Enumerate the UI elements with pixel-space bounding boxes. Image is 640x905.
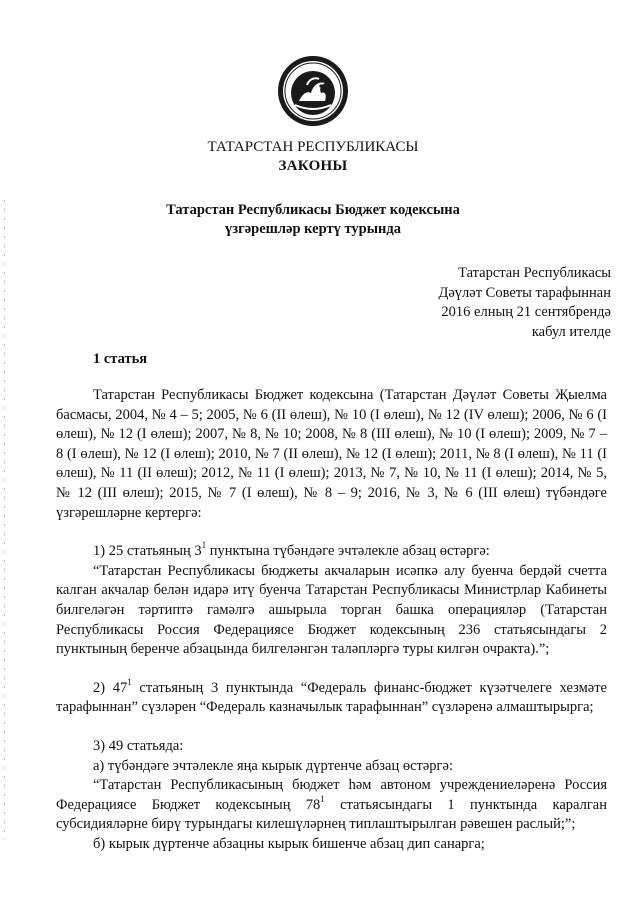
document-type: ЗАКОНЫ	[278, 158, 348, 174]
article-body	[56, 386, 607, 854]
adoption-line: кабул ителде	[531, 323, 611, 340]
intro-paragraph: Татарстан Республикасы Бюджет кодексына (Татарстан Дәүләт Советы Җыелма басмасы, 2004, № 4 – 5; 2005, № 6 (II өлеш), № 10 (I өлеш), № 12 (IV өлеш); 2006, № 6 (I өлеш), № 12 (I өлеш); 2007, № 8, № 10; 2008, № 8 (III өлеш), № 10 (I өлеш); 2009, № 7 – 8 (I өлеш), № 12 (I өлеш); 2010, № 7 (II өлеш), № 12 (I өлеш); 2011, № 8 (I өлеш), № 11 (I өлеш), № 11 (II өлеш); 2012, № 11 (I өлеш); 2013, № 7, № 10, № 11 (I өлеш); 2014, № 5, № 12 (III өлеш); 2015, № 7 (I өлеш), № 8 – 9; 2016, № 3, № 6 (III өлеш) түбәндәге үзгәрешләрне кертергә:	[56, 387, 607, 521]
amendment-item-1: 1) 25 статьяның $3^1$ пунктына түбәндәге эчтәлекле абзац өстәргә:	[93, 540, 490, 560]
scan-margin-marks	[4, 200, 5, 840]
quoted-text-1: “Татарстан Республикасы бюджеты акчаларын исәпкә алу буенча бердәй счетта калган акчалар белән идарә итү буенча Татарстан Республикасы Министрлар Кабинеты билгеләгән тәртиптә гамәлгә ашырыла торган башка операцияләр (Татарстан Республикасы Россия Федерациясе Бюджет кодексының 236 статьясындагы 2 пунктының беренче абзацында билгеләнгән таләпләргә туры килгән очракта).”;	[56, 562, 607, 658]
article-title: 1 статья	[93, 351, 148, 367]
amendment-item-3: 3) 49 статьяда:	[93, 737, 184, 754]
sub-item-a: а) түбәндәге эчтәлекле яңа кырык дүртенче абзац өстәргә:	[93, 757, 453, 774]
amendment-item-2: 2) $47^1$ статьяның 3 пунктында “Федераль финанс-бюджет күзәтчелеге хезмәте тарафыннан” сүзләрен “Федераль казначылык тарафыннан” сүзләренә алмаштырырга;	[56, 676, 607, 716]
law-subject	[0, 201, 626, 239]
sub-item-b: б) кырык дүртенче абзацны кырык бишенче абзац дип санарга;	[93, 835, 485, 852]
adoption-line: 2016 елның 21 сентябрендә	[441, 304, 611, 320]
adoption-line: Татарстан Республикасы	[458, 265, 611, 281]
subject-line-2: үзгәрешләр кертү турында	[225, 221, 401, 237]
republic-name: ТАТАРСТАН РЕСПУБЛИКАСЫ	[207, 139, 419, 155]
subject-line-1: Татарстан Республикасы Бюджет кодексына	[166, 202, 460, 218]
quoted-text-2: “Татарстан Республикасының бюджет һәм автоном учреждениеләренә Россия Федерациясе Бюджет кодексының $78^1$ статьясындагы 1 пунктында каралган субсидияләрне бирү турындагы килешүләрнең типлаштырылган рәвешен раслый;”;	[56, 777, 607, 833]
adoption-line: Дәүләт Советы тарафыннан	[438, 284, 611, 301]
adoption-block	[438, 264, 611, 342]
coat-of-arms-seal	[277, 55, 349, 127]
